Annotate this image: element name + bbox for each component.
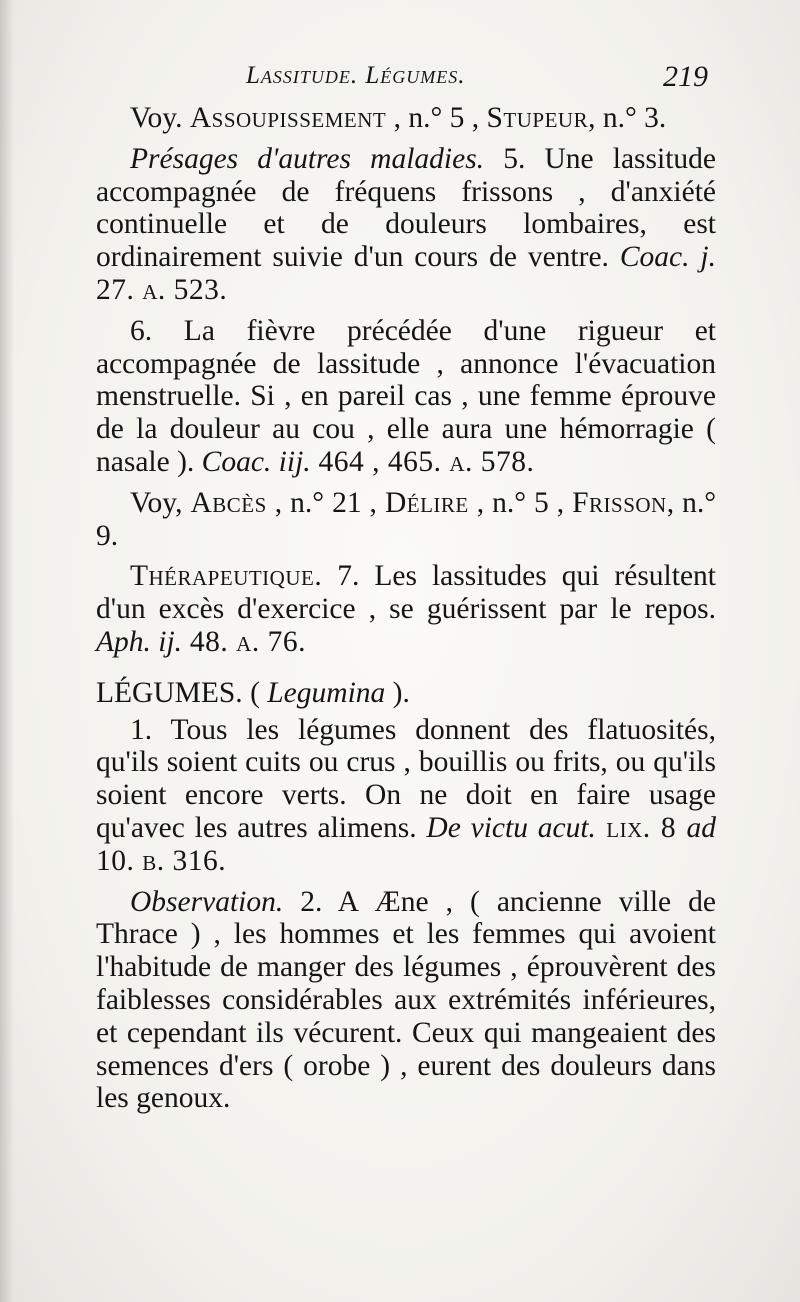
paragraph-text: 1. Tous les légumes donnent des flatuosités, qu'ils soient cuits ou crus , bouillis ou frits, ou qu'ils soient encore verts. On ne doit en faire usage qu'avec les autres alimens. (96, 713, 716, 844)
citation-ref: 464 , 465. a. 578. (310, 445, 535, 478)
paragraph-text: 2. A Æne , ( ancienne ville de Thrace ) , les hommes et les femmes qui avoient l'habitude de manger des légumes , éprouvèrent des faiblesses considérables aux extrémités inférieures, et cependant ils vécurent. Ceux qui mangeaient des semences d'ers ( orobe ) , eurent des douleurs dans les genoux. (96, 885, 716, 1115)
reference-term: Frisson (572, 486, 667, 519)
cross-reference-2 (96, 487, 716, 553)
paragraph-1 (96, 714, 716, 878)
citation-ref: 48. a. 76. (182, 625, 306, 658)
latin-name: Legumina (267, 676, 386, 709)
paragraph-6 (96, 315, 716, 479)
citation-ref: 10. b. 316. (96, 844, 227, 877)
paragraph-7 (96, 560, 716, 658)
entry-title: LÉGUMES. (96, 676, 243, 709)
reference-term: Délire (384, 486, 469, 519)
paragraph-2 (96, 886, 716, 1116)
citation: Coac. j. (619, 241, 716, 274)
reference-term: Abcès (190, 486, 267, 519)
citation-ref: 27. a. 523. (96, 273, 228, 306)
citation: De victu acut. (426, 811, 596, 844)
paren-close: ). (385, 676, 410, 709)
reference-number: , n.° 9. (96, 486, 717, 552)
reference-number: , n.° 21 , (274, 486, 377, 519)
citation-ad: ad (686, 811, 716, 844)
citation: Coac. iij. (201, 445, 311, 478)
reference-term: Assoupissement (189, 102, 387, 134)
see-label: Voy. (130, 102, 183, 134)
cross-reference-1 (96, 102, 716, 135)
section-title: Présages d'autres maladies. (130, 142, 485, 175)
see-label: Voy, (130, 486, 183, 519)
reference-number: , n.° 5 , (393, 102, 480, 134)
page-body (96, 102, 716, 1123)
page-edge-shadow (0, 0, 14, 1302)
reference-number: , n.° 5 , (476, 486, 565, 519)
paragraph-5 (96, 143, 716, 307)
reference-term: Stupeur (486, 102, 589, 134)
running-title: Lassitude. Légumes. (246, 62, 466, 89)
citation: Aph. ij. (96, 625, 183, 658)
paragraph-text: 5. Une lassitude accompagnée de fréquens frissons , d'anxiété continuelle et de douleurs lombaires, est ordinairement suivie d'un cours de ventre. (96, 142, 716, 274)
citation-ref: lix. 8 (595, 811, 687, 844)
page-header (96, 62, 716, 102)
page-number: 219 (663, 60, 708, 93)
paren-open: ( (242, 676, 268, 709)
section-title: Thérapeutique. (130, 560, 323, 593)
reference-number: , n.° 3. (588, 102, 667, 134)
entry-heading (96, 677, 716, 710)
paragraph-text: 7. Les lassitudes qui résultent d'un excès d'exercice , se guérissent par le repos. (96, 560, 716, 626)
paragraph-text: 6. La fièvre précédée d'une rigueur et accompagnée de lassitude , annonce l'évacuation menstruelle. Si , en pareil cas , une femme éprouve de la douleur au cou , elle aura une hémorragie ( nasale ). (96, 314, 716, 478)
section-title: Observation. (130, 885, 284, 918)
